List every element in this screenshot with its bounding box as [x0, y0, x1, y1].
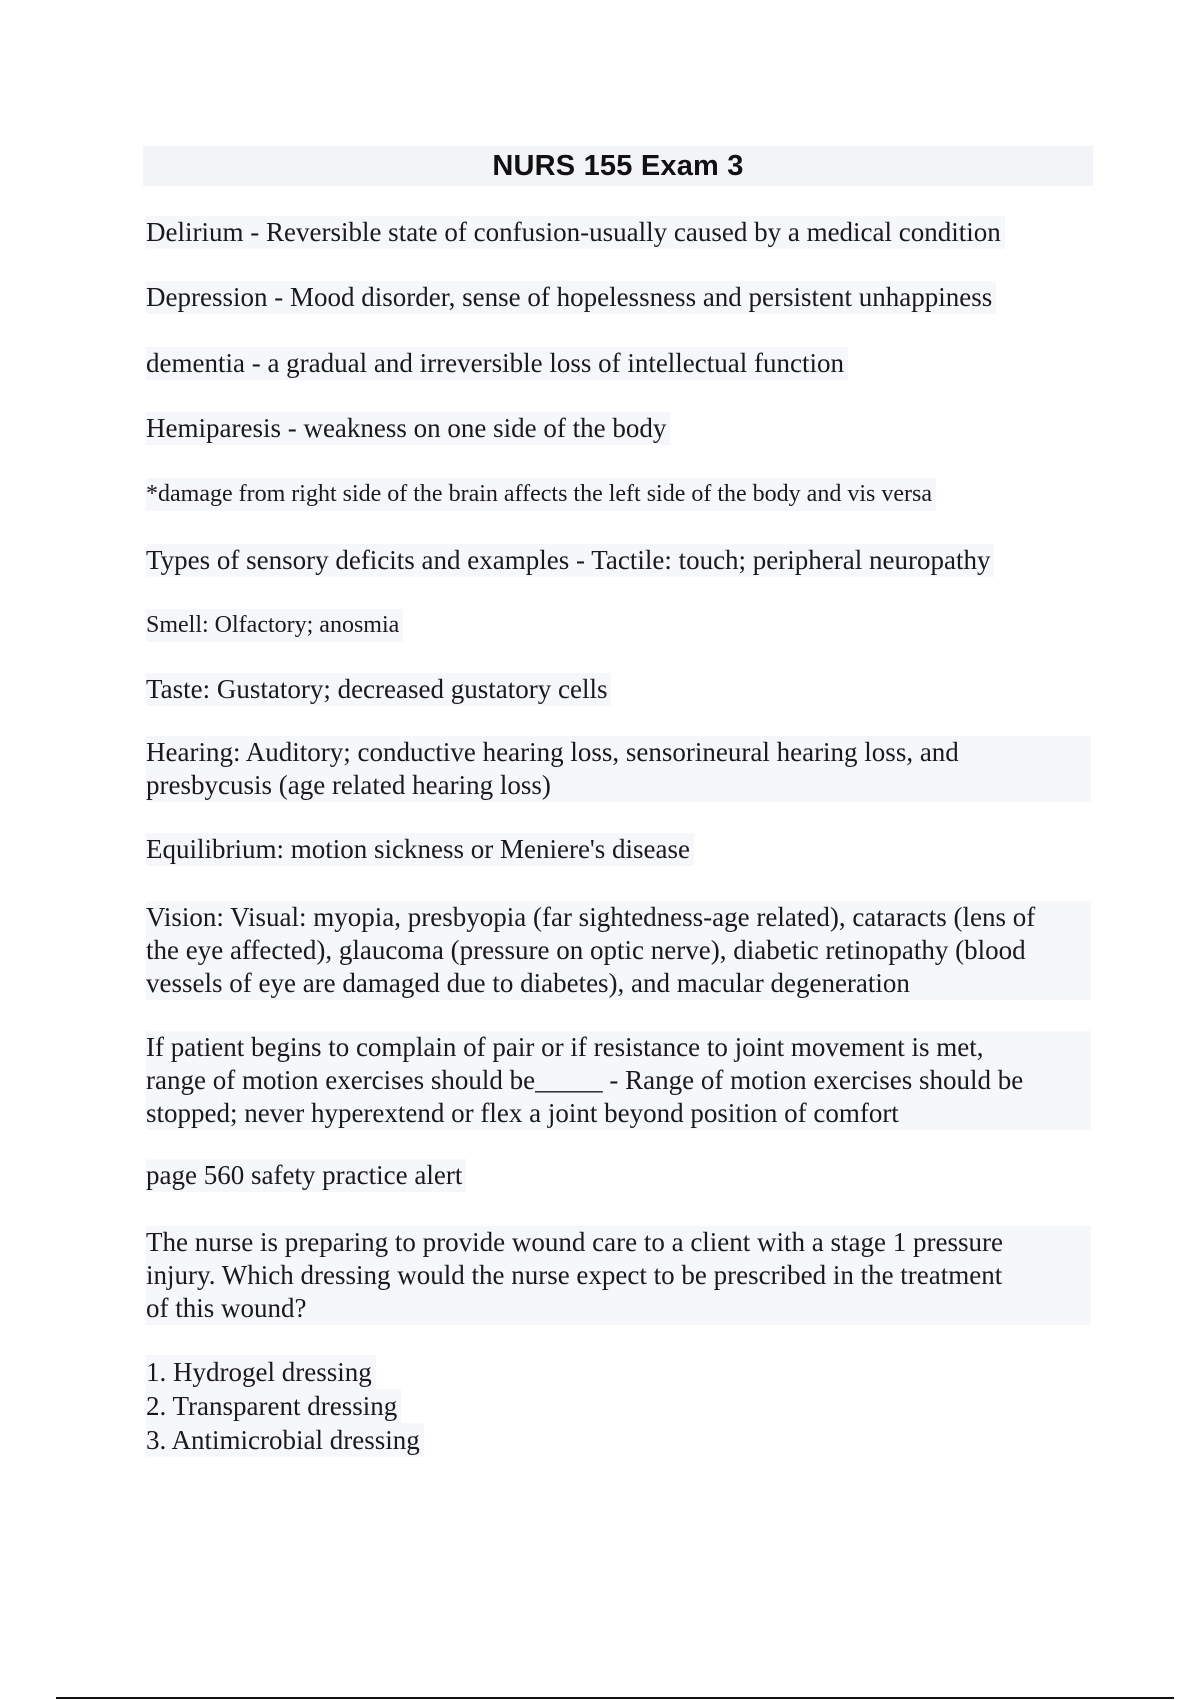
list-item: 3. Antimicrobial dressing — [146, 1423, 424, 1457]
list-item: 1. Hydrogel dressing — [146, 1355, 376, 1389]
title-bar — [143, 146, 1093, 186]
vision-line-3: vessels of eye are damaged due to diabetes), and macular degeneration — [146, 968, 910, 998]
question-line-2: injury. Which dressing would the nurse expect to be prescribed in the treatment — [146, 1260, 1003, 1290]
vision-paragraph — [146, 901, 1091, 1000]
hearing-paragraph — [146, 736, 1091, 802]
rom-paragraph — [146, 1031, 1091, 1130]
rom-line-2: range of motion exercises should be_____ - Range of motion exercises should be — [146, 1065, 1024, 1095]
equilibrium-line: Equilibrium: motion sickness or Meniere's disease — [146, 833, 694, 866]
sensory-types-line: Types of sensory deficits and examples - Tactile: touch; peripheral neuropathy — [146, 544, 994, 577]
vision-line-2: the eye affected), glaucoma (pressure on optic nerve), diabetic retinopathy (blood — [146, 935, 1026, 965]
page-title: NURS 155 Exam 3 — [492, 149, 744, 182]
rom-line-1: If patient begins to complain of pair or if resistance to joint movement is met, — [146, 1032, 984, 1062]
question-paragraph — [146, 1226, 1091, 1325]
hemiparesis-line: Hemiparesis - weakness on one side of the body — [146, 412, 670, 445]
question-line-1: The nurse is preparing to provide wound care to a client with a stage 1 pressure — [146, 1227, 1003, 1257]
answer-options-list — [146, 1355, 424, 1457]
dementia-line: dementia - a gradual and irreversible loss of intellectual function — [146, 347, 848, 380]
list-item: 2. Transparent dressing — [146, 1389, 401, 1423]
bottom-divider — [56, 1697, 1174, 1699]
rom-line-3: stopped; never hyperextend or flex a joint beyond position of comfort — [146, 1098, 899, 1128]
damage-note-line: *damage from right side of the brain affects the left side of the body and vis versa — [146, 478, 936, 511]
page-ref-line: page 560 safety practice alert — [146, 1159, 466, 1192]
smell-line: Smell: Olfactory; anosmia — [146, 609, 403, 642]
taste-line: Taste: Gustatory; decreased gustatory cells — [146, 673, 611, 706]
hearing-line-1: Hearing: Auditory; conductive hearing loss, sensorineural hearing loss, and — [146, 737, 959, 767]
question-line-3: of this wound? — [146, 1293, 307, 1323]
delirium-line: Delirium - Reversible state of confusion-usually caused by a medical condition — [146, 216, 1005, 249]
depression-line: Depression - Mood disorder, sense of hopelessness and persistent unhappiness — [146, 281, 996, 314]
vision-line-1: Vision: Visual: myopia, presbyopia (far sightedness-age related), cataracts (lens of — [146, 902, 1036, 932]
hearing-line-2: presbycusis (age related hearing loss) — [146, 770, 551, 800]
